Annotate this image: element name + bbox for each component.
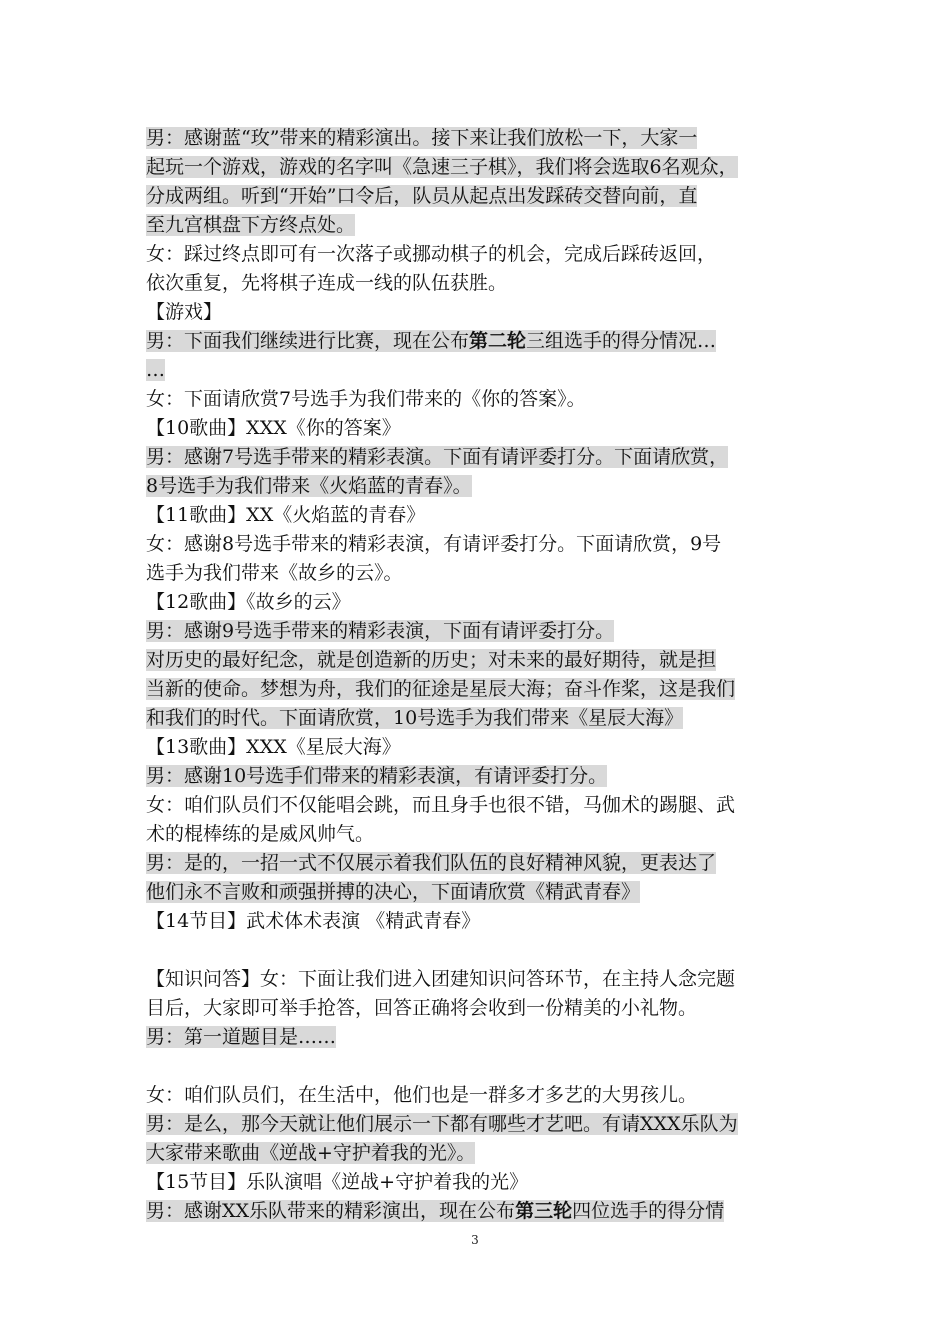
- script-line-text: 8号选手为我们带来《火焰蓝的青春》。: [146, 475, 472, 497]
- script-line-text: 【14节目】武术体术表演 《精武青春》: [146, 910, 481, 932]
- script-line-text: [146, 330, 716, 352]
- line-text-before: 男：下面我们继续进行比赛，现在公布: [146, 330, 470, 352]
- line-text-before: 男：感谢XX乐队带来的精彩演出，现在公布: [146, 1200, 516, 1222]
- script-line: [146, 1081, 810, 1110]
- script-line-text: [146, 1200, 724, 1222]
- script-line: [146, 559, 810, 588]
- script-line: [146, 240, 810, 269]
- line-text-after: 四位选手的得分情: [572, 1200, 725, 1222]
- script-line: [146, 646, 810, 675]
- round-label: 第二轮: [469, 330, 527, 352]
- script-line-text: 大家带来歌曲《逆战+守护着我的光》。: [146, 1142, 476, 1164]
- script-line: [146, 298, 810, 327]
- script-line-text: 至九宫棋盘下方终点处。: [146, 214, 356, 236]
- script-line-text: 对历史的最好纪念，就是创造新的历史；对未来的最好期待，就是担: [146, 649, 717, 671]
- script-line: [146, 704, 810, 733]
- script-line: [146, 414, 810, 443]
- script-line: [146, 588, 810, 617]
- script-line-text: 依次重复，先将棋子连成一线的队伍获胜。: [146, 272, 508, 294]
- script-line: [146, 820, 810, 849]
- script-line-text: 女：踩过终点即可有一次落子或挪动棋子的机会，完成后踩砖返回，: [146, 243, 717, 265]
- script-line-text: 【13歌曲】XXX《星辰大海》: [146, 736, 401, 758]
- script-line: [146, 443, 810, 472]
- script-line: [146, 124, 810, 153]
- script-line-text: …: [146, 359, 165, 381]
- script-line-text: 女：咱们队员们，在生活中，他们也是一群多才多艺的大男孩儿。: [146, 1084, 698, 1106]
- script-line: [146, 385, 810, 414]
- script-line: [146, 501, 810, 530]
- script-line-text: 分成两组。听到“开始”口令后，队员从起点出发踩砖交替向前，直: [146, 185, 698, 207]
- script-line: [146, 965, 810, 994]
- script-line-text: 女：感谢8号选手带来的精彩表演，有请评委打分。下面请欣赏，9号: [146, 533, 722, 555]
- script-line: [146, 1197, 810, 1226]
- round-label: 第三轮: [515, 1200, 573, 1222]
- script-line: [146, 182, 810, 211]
- script-line-text: 女：咱们队员们不仅能唱会跳，而且身手也很不错，马伽术的踢腿、武: [146, 794, 736, 816]
- page-number: 3: [471, 1233, 479, 1247]
- script-line: [146, 153, 810, 182]
- blank-line: [146, 936, 810, 965]
- script-line-text: 男：感谢10号选手们带来的精彩表演，有请评委打分。: [146, 765, 608, 787]
- script-body: [146, 124, 810, 1226]
- script-line: [146, 907, 810, 936]
- script-line-text: 【10歌曲】XXX《你的答案》: [146, 417, 401, 439]
- script-line-text: 术的棍棒练的是威风帅气。: [146, 823, 375, 845]
- script-line-text: 和我们的时代。下面请欣赏，10号选手为我们带来《星辰大海》: [146, 707, 684, 729]
- script-line-text: 他们永不言败和顽强拼搏的决心，下面请欣赏《精武青春》: [146, 881, 641, 903]
- script-line-text: 【11歌曲】XX《火焰蓝的青春》: [146, 504, 426, 526]
- script-line-text: 男：是的，一招一式不仅展示着我们队伍的良好精神风貌，更表达了: [146, 852, 717, 874]
- script-line: [146, 762, 810, 791]
- script-line: [146, 994, 810, 1023]
- script-line-text: 目后，大家即可举手抢答，回答正确将会收到一份精美的小礼物。: [146, 997, 698, 1019]
- script-line-text: 选手为我们带来《故乡的云》。: [146, 562, 403, 584]
- line-text-after: 三组选手的得分情况…: [526, 330, 717, 352]
- script-line-text: 【15节目】乐队演唱《逆战+守护着我的光》: [146, 1171, 529, 1193]
- script-line: [146, 472, 810, 501]
- blank-line: [146, 1052, 810, 1081]
- script-line-text: 男：感谢蓝“玫”带来的精彩演出。接下来让我们放松一下，大家一: [146, 127, 698, 149]
- script-line-text: 女：下面请欣赏7号选手为我们带来的《你的答案》。: [146, 388, 586, 410]
- script-line: [146, 1023, 810, 1052]
- script-line-text: 男：第一道题目是……: [146, 1026, 337, 1048]
- script-line: [146, 1168, 810, 1197]
- script-line: [146, 269, 810, 298]
- script-line-text: 【12歌曲】《故乡的云》: [146, 591, 351, 613]
- script-line: [146, 849, 810, 878]
- script-line: [146, 791, 810, 820]
- script-line: [146, 733, 810, 762]
- script-line: [146, 327, 810, 356]
- script-line-text: 男：感谢9号选手带来的精彩表演，下面有请评委打分。: [146, 620, 615, 642]
- script-line-text: 男：感谢7号选手带来的精彩表演。下面有请评委打分。下面请欣赏，: [146, 446, 729, 468]
- script-line: [146, 1139, 810, 1168]
- script-line-text: 男：是么，那今天就让他们展示一下都有哪些才艺吧。有请XXX乐队为: [146, 1113, 738, 1135]
- script-line-text: 【游戏】: [146, 301, 223, 323]
- script-line: [146, 617, 810, 646]
- script-line: [146, 530, 810, 559]
- script-line-text: 当新的使命。梦想为舟，我们的征途是星辰大海；奋斗作桨，这是我们: [146, 678, 736, 700]
- script-line: [146, 675, 810, 704]
- script-line-text: 起玩一个游戏，游戏的名字叫《急速三子棋》，我们将会选取6名观众，: [146, 156, 738, 178]
- script-line-text: 【知识问答】女：下面让我们进入团建知识问答环节，在主持人念完题: [146, 968, 736, 990]
- script-line: [146, 878, 810, 907]
- script-line: [146, 1110, 810, 1139]
- script-line: [146, 356, 810, 385]
- script-line: [146, 211, 810, 240]
